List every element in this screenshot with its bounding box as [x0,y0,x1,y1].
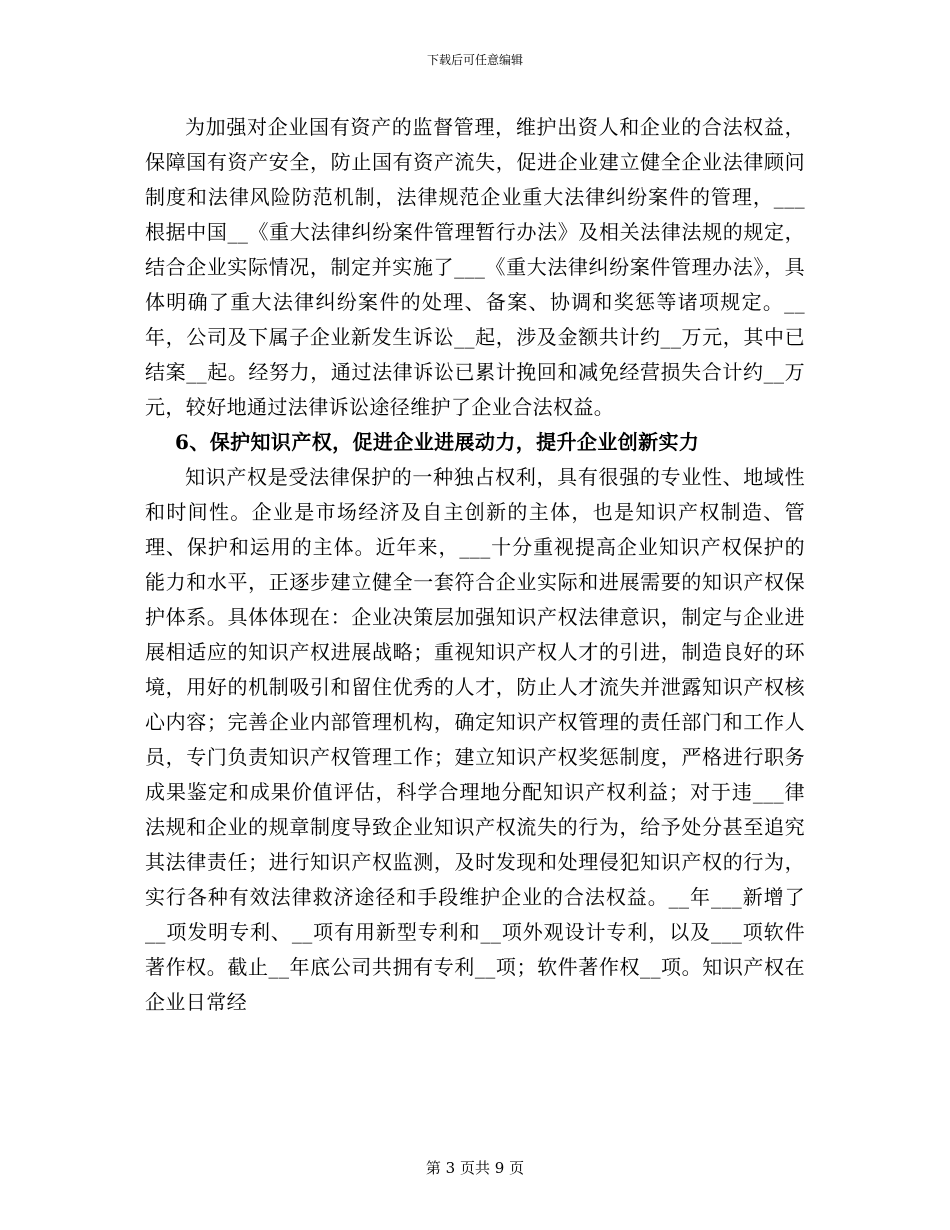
page-number: 第 3 页共 9 页 [425,1159,525,1177]
section-heading-intellectual-property: 6、保护知识产权，促进企业进展动力，提升企业创新实力 [175,430,700,454]
paragraph-legal-disputes: 为加强对企业国有资产的监督管理，维护出资人和企业的合法权益，保障国有资产安全，防止国有资产流失，促进企业建立健全企业法律顾问制度和法律风险防范机制，法律规范企业重大法律纠纷案件的管理，___根据中国__《重大法律纠纷案件管理暂行办法》及相关法律法规的规定，结合企业实际情况，制定并实施了___《重大法律纠纷案件管理办法》，具体明确了重大法律纠纷案件的处理、备案、协调和奖惩等诸项规定。__年，公司及下属子企业新发生诉讼__起，涉及金额共计约__万元，其中已结案__起。经努力，通过法律诉讼已累计挽回和减免经营损失合计约__万元，较好地通过法律诉讼途径维护了企业合法权益。 [145,115,805,419]
document-body [145,110,805,1020]
page-header: 下载后可任意编辑 [426,53,523,67]
paragraph-intellectual-property: 知识产权是受法律保护的一种独占权利，具有很强的专业性、地域性和时间性。企业是市场经济及自主创新的主体，也是知识产权制造、管理、保护和运用的主体。近年来，___十分重视提高企业知识产权保护的能力和水平，正逐步建立健全一套符合企业实际和进展需要的知识产权保护体系。具体体现在：企业决策层加强知识产权法律意识，制定与企业进展相适应的知识产权进展战略；重视知识产权人才的引进，制造良好的环境，用好的机制吸引和留住优秀的人才，防止人才流失并泄露知识产权核心内容；完善企业内部管理机构，确定知识产权管理的责任部门和工作人员，专门负责知识产权管理工作；建立知识产权奖惩制度，严格进行职务成果鉴定和成果价值评估，科学合理地分配知识产权利益；对于违___律法规和企业的规章制度导致企业知识产权流失的行为，给予处分甚至追究其法律责任；进行知识产权监测，及时发现和处理侵犯知识产权的行为，实行各种有效法律救济途径和手段维护企业的合法权益。__年___新增了__项发明专利、__项有用新型专利和__项外观设计专利，以及___项软件著作权。截止__年底公司共拥有专利__项；软件著作权__项。知识产权在企业日常经 [145,465,805,1014]
